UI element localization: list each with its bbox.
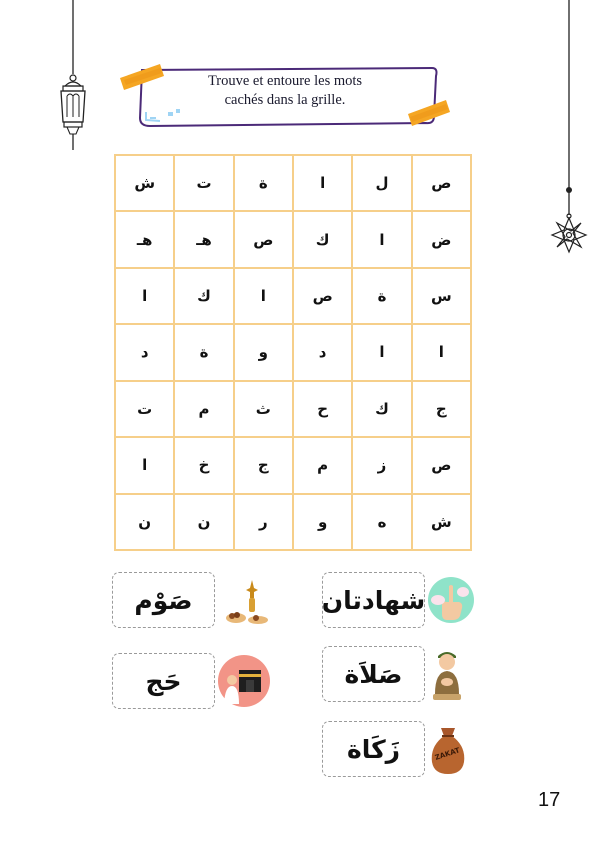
grid-cell[interactable]: د (115, 324, 174, 380)
grid-cell[interactable]: خ (174, 437, 233, 493)
grid-cell[interactable]: ز (352, 437, 411, 493)
zakat-money-bag-icon (428, 722, 468, 776)
word-card-hajj: حَج (112, 653, 215, 709)
grid-cell[interactable]: ن (174, 494, 233, 550)
hanging-lantern-icon (55, 0, 91, 152)
grid-cell[interactable]: ا (234, 268, 293, 324)
grid-cell[interactable]: ج (234, 437, 293, 493)
grid-cell[interactable]: ت (174, 155, 233, 211)
grid-cell[interactable]: ة (352, 268, 411, 324)
grid-cell[interactable]: و (293, 494, 352, 550)
grid-cell[interactable]: ل (352, 155, 411, 211)
grid-cell[interactable]: ح (293, 381, 352, 437)
grid-cell[interactable]: ص (234, 211, 293, 267)
grid-cell[interactable]: ج (412, 381, 471, 437)
grid-cell[interactable]: ك (174, 268, 233, 324)
word-card-shahadatan: شهادتان (322, 572, 425, 628)
ramadan-lantern-moon-food-icon (218, 578, 270, 626)
grid-cell[interactable]: هـ (115, 211, 174, 267)
grid-cell[interactable]: ة (234, 155, 293, 211)
grid-cell[interactable]: ك (352, 381, 411, 437)
grid-cell[interactable]: ا (115, 268, 174, 324)
grid-cell[interactable]: م (174, 381, 233, 437)
grid-cell[interactable]: ض (412, 211, 471, 267)
instruction-banner (120, 60, 450, 130)
kaaba-pilgrim-icon (217, 654, 271, 708)
grid-cell[interactable]: ش (115, 155, 174, 211)
grid-cell[interactable]: ا (412, 324, 471, 380)
grid-cell[interactable]: ص (412, 155, 471, 211)
grid-cell[interactable]: ت (115, 381, 174, 437)
raised-finger-icon (427, 576, 475, 624)
grid-cell[interactable]: ص (293, 268, 352, 324)
grid-cell[interactable]: ا (352, 324, 411, 380)
grid-cell[interactable]: ث (234, 381, 293, 437)
grid-cell[interactable]: م (293, 437, 352, 493)
grid-cell[interactable]: هـ (174, 211, 233, 267)
grid-cell[interactable]: ه (352, 494, 411, 550)
grid-cell[interactable]: ش (412, 494, 471, 550)
grid-cell[interactable]: ك (293, 211, 352, 267)
page-number: 17 (538, 789, 561, 811)
grid-cell[interactable]: ص (412, 437, 471, 493)
instruction-line-2: cachés dans la grille. (224, 92, 346, 108)
word-card-sawm: صَوْم (112, 572, 215, 628)
zakat-bag-label: ZAKAT (433, 746, 461, 762)
word-card-zakat: زَكَاة (322, 721, 425, 777)
grid-cell[interactable]: ة (174, 324, 233, 380)
instruction-text (160, 72, 410, 110)
grid-cell[interactable]: ن (115, 494, 174, 550)
grid-cell[interactable]: و (234, 324, 293, 380)
grid-cell[interactable]: ا (293, 155, 352, 211)
word-search-grid (114, 154, 472, 551)
hanging-star-icon (549, 0, 589, 258)
praying-boy-icon (429, 646, 465, 702)
word-card-salat: صَلاَة (322, 646, 425, 702)
grid-cell[interactable]: س (412, 268, 471, 324)
grid-cell[interactable]: ا (115, 437, 174, 493)
instruction-line-1: Trouve et entoure les mots (207, 73, 363, 89)
grid-cell[interactable]: ا (352, 211, 411, 267)
grid-cell[interactable]: ر (234, 494, 293, 550)
grid-cell[interactable]: د (293, 324, 352, 380)
